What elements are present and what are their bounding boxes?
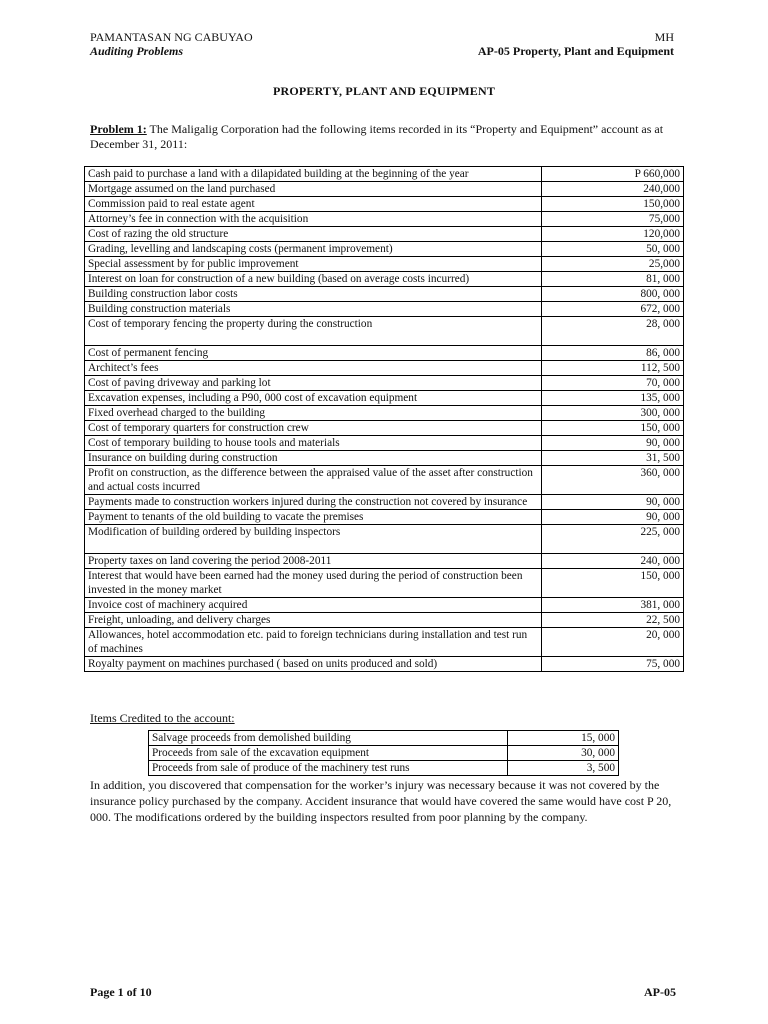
author-initials: MH [654, 30, 674, 44]
table-row [85, 436, 684, 451]
table-row [85, 569, 684, 598]
item-amount: 75, 000 [542, 657, 684, 672]
table-row [85, 167, 684, 182]
item-description: Payment to tenants of the old building to vacate the premises [85, 510, 542, 525]
table-row [85, 466, 684, 495]
table-row [85, 257, 684, 272]
table-row [85, 212, 684, 227]
item-amount: 300, 000 [542, 406, 684, 421]
page-number: Page 1 of 10 [90, 985, 152, 999]
table-row [85, 598, 684, 613]
item-amount: 50, 000 [542, 242, 684, 257]
additional-info: In addition, you discovered that compensation for the worker’s injury was necessary because it was not covered by the insurance policy purchased by the company. Accident insurance that would have covered the same would have cost P 20, 000. The modifications ordered by the building inspectors resulted from poor planning by the company. [90, 778, 672, 824]
table-row [85, 182, 684, 197]
item-amount: 240, 000 [542, 554, 684, 569]
school-name: PAMANTASAN NG CABUYAO [90, 30, 253, 44]
item-amount: 381, 000 [542, 598, 684, 613]
item-description: Cost of temporary building to house tools and materials [85, 436, 542, 451]
item-amount: 240,000 [542, 182, 684, 197]
table-row [85, 317, 684, 346]
item-amount: 25,000 [542, 257, 684, 272]
item-description: Payments made to construction workers injured during the construction not covered by insurance [85, 495, 542, 510]
table-row [85, 657, 684, 672]
item-description: Profit on construction, as the difference between the appraised value of the asset after construction and actual costs incurred [85, 466, 542, 495]
item-amount: 135, 000 [542, 391, 684, 406]
item-amount: 800, 000 [542, 287, 684, 302]
item-description: Proceeds from sale of the excavation equipment [149, 746, 508, 761]
item-description: Royalty payment on machines purchased ( based on units produced and sold) [85, 657, 542, 672]
item-description: Cash paid to purchase a land with a dilapidated building at the beginning of the year [85, 167, 542, 182]
item-description: Modification of building ordered by building inspectors [85, 525, 542, 554]
items-table-body [85, 167, 684, 672]
item-description: Property taxes on land covering the period 2008-2011 [85, 554, 542, 569]
item-description: Interest that would have been earned had the money used during the period of construction been invested in the money market [85, 569, 542, 598]
module-name: AP-05 Property, Plant and Equipment [477, 44, 674, 58]
table-row [85, 361, 684, 376]
item-amount: 90, 000 [542, 495, 684, 510]
item-description: Interest on loan for construction of a new building (based on average costs incurred) [85, 272, 542, 287]
item-amount: 15, 000 [508, 731, 619, 746]
item-amount: 360, 000 [542, 466, 684, 495]
item-amount: P 660,000 [542, 167, 684, 182]
item-description: Allowances, hotel accommodation etc. paid to foreign technicians during installation and test run of machines [85, 628, 542, 657]
item-amount: 28, 000 [542, 317, 684, 346]
item-amount: 150,000 [542, 197, 684, 212]
item-amount: 225, 000 [542, 525, 684, 554]
item-amount: 86, 000 [542, 346, 684, 361]
item-amount: 31, 500 [542, 451, 684, 466]
credits-table [148, 730, 619, 776]
item-description: Mortgage assumed on the land purchased [85, 182, 542, 197]
item-description: Invoice cost of machinery acquired [85, 598, 542, 613]
credits-heading: Items Credited to the account: [90, 711, 235, 725]
item-amount: 81, 000 [542, 272, 684, 287]
table-row [85, 510, 684, 525]
table-row [85, 525, 684, 554]
page-title: PROPERTY, PLANT AND EQUIPMENT [272, 84, 496, 98]
table-row [85, 613, 684, 628]
item-description: Grading, levelling and landscaping costs (permanent improvement) [85, 242, 542, 257]
table-row [85, 391, 684, 406]
item-description: Cost of temporary fencing the property during the construction [85, 317, 542, 346]
table-row [85, 197, 684, 212]
item-amount: 90, 000 [542, 436, 684, 451]
table-row [85, 406, 684, 421]
table-row [149, 746, 619, 761]
table-row [149, 731, 619, 746]
item-description: Building construction labor costs [85, 287, 542, 302]
table-row [85, 287, 684, 302]
table-row [85, 376, 684, 391]
credits-table-body [149, 731, 619, 776]
table-row [85, 495, 684, 510]
item-description: Fixed overhead charged to the building [85, 406, 542, 421]
table-row [85, 346, 684, 361]
item-amount: 672, 000 [542, 302, 684, 317]
item-description: Proceeds from sale of produce of the machinery test runs [149, 761, 508, 776]
problem-intro [90, 122, 690, 152]
item-amount: 3, 500 [508, 761, 619, 776]
item-description: Commission paid to real estate agent [85, 197, 542, 212]
header-left [90, 30, 253, 58]
item-amount: 90, 000 [542, 510, 684, 525]
problem-text: The Maligalig Corporation had the following items recorded in its “Property and Equipment” account as at December 31, 2011: [90, 122, 664, 151]
table-row [85, 421, 684, 436]
item-amount: 150, 000 [542, 421, 684, 436]
item-amount: 75,000 [542, 212, 684, 227]
footer-code: AP-05 [644, 985, 676, 999]
item-amount: 70, 000 [542, 376, 684, 391]
course-name: Auditing Problems [90, 44, 184, 58]
item-amount: 30, 000 [508, 746, 619, 761]
item-description: Cost of permanent fencing [85, 346, 542, 361]
table-row [85, 302, 684, 317]
table-row [85, 227, 684, 242]
item-description: Salvage proceeds from demolished building [149, 731, 508, 746]
table-row [85, 272, 684, 287]
items-table [84, 166, 684, 672]
item-amount: 150, 000 [542, 569, 684, 598]
item-description: Special assessment by for public improvement [85, 257, 542, 272]
item-description: Insurance on building during construction [85, 451, 542, 466]
item-amount: 22, 500 [542, 613, 684, 628]
item-amount: 120,000 [542, 227, 684, 242]
header-right [478, 30, 674, 58]
table-row [85, 451, 684, 466]
table-row [149, 761, 619, 776]
item-description: Cost of temporary quarters for construction crew [85, 421, 542, 436]
item-description: Building construction materials [85, 302, 542, 317]
item-description: Freight, unloading, and delivery charges [85, 613, 542, 628]
item-description: Cost of paving driveway and parking lot [85, 376, 542, 391]
problem-label: Problem 1: [90, 122, 147, 136]
table-row [85, 628, 684, 657]
item-description: Cost of razing the old structure [85, 227, 542, 242]
item-amount: 112, 500 [542, 361, 684, 376]
item-description: Excavation expenses, including a P90, 000 cost of excavation equipment [85, 391, 542, 406]
item-amount: 20, 000 [542, 628, 684, 657]
item-description: Architect’s fees [85, 361, 542, 376]
item-description: Attorney’s fee in connection with the acquisition [85, 212, 542, 227]
table-row [85, 242, 684, 257]
table-row [85, 554, 684, 569]
